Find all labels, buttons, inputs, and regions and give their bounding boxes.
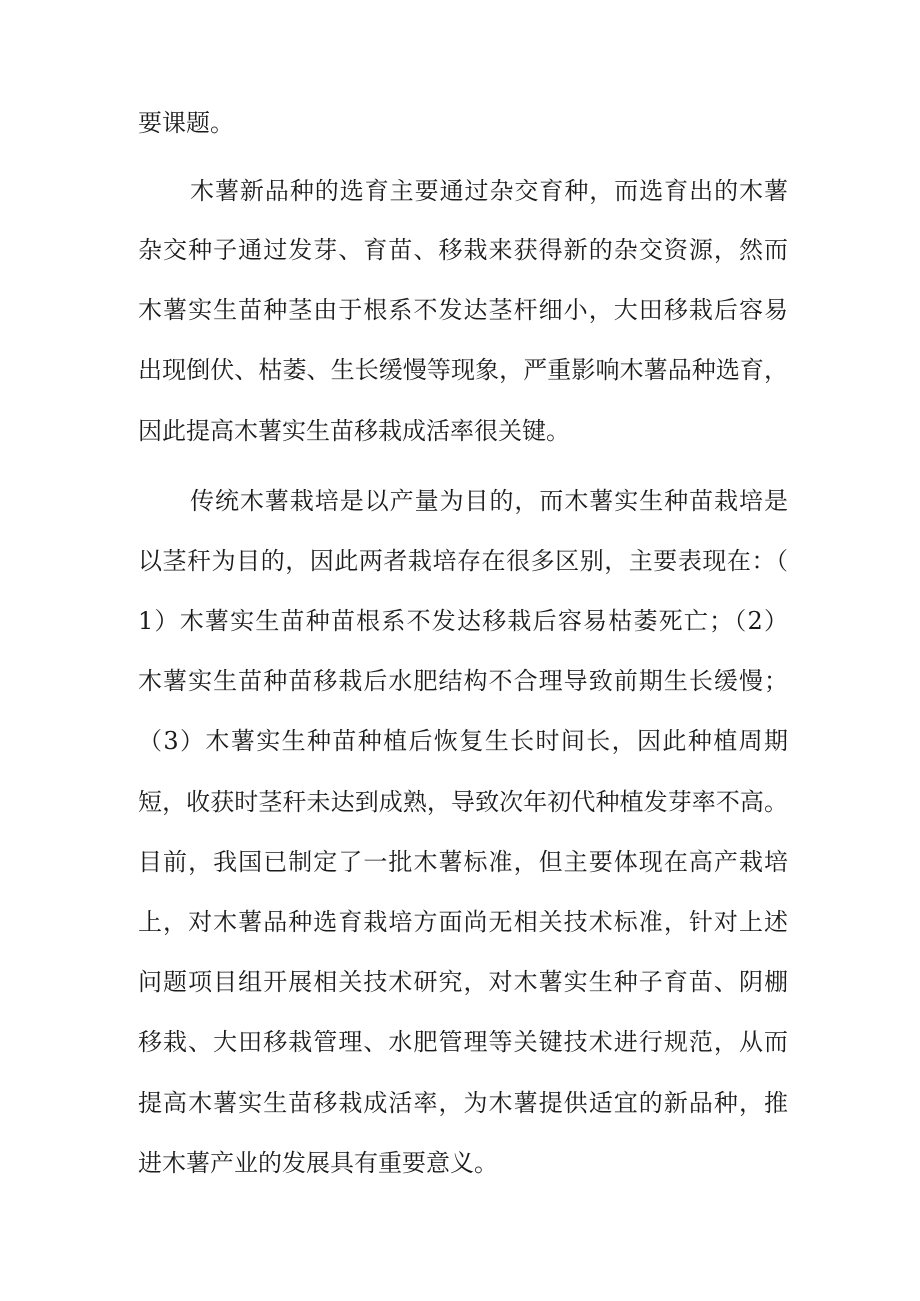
text-line: 问题项目组开展相关技术研究，对木薯实生种子育苗、阴棚 [138, 968, 788, 996]
text-line: 要课题。 [138, 109, 234, 137]
text-line: 移栽、大田移栽管理、水肥管理等关键技术进行规范，从而 [138, 1028, 788, 1056]
text-line: 1）木薯实生苗种苗根系不发达移栽后容易枯萎死亡；（2） [138, 607, 788, 635]
text-line: 木薯实生苗种茎由于根系不发达茎杆细小，大田移栽后容易 [138, 296, 788, 324]
text-line: 上，对木薯品种选育栽培方面尚无相关技术标准，针对上述 [138, 908, 788, 936]
text-line: 因此提高木薯实生苗移栽成活率很关键。 [138, 417, 570, 445]
text-line: （3）木薯实生种苗种植后恢复生长时间长，因此种植周期 [138, 727, 788, 755]
text-line: 目前，我国已制定了一批木薯标准，但主要体现在高产栽培 [138, 848, 788, 876]
text-line: 出现倒伏、枯萎、生长缓慢等现象，严重影响木薯品种选育， [138, 356, 788, 384]
text-line: 木薯实生苗种苗移栽后水肥结构不合理导致前期生长缓慢； [138, 667, 788, 695]
paragraph-first-line: 木薯新品种的选育主要通过杂交育种，而选育出的木薯 [190, 177, 788, 205]
text-line: 进木薯产业的发展具有重要意义。 [138, 1149, 498, 1177]
text-line: 杂交种子通过发芽、育苗、移栽来获得新的杂交资源，然而 [138, 236, 788, 264]
text-line: 以茎秆为目的，因此两者栽培存在很多区别，主要表现在：（ [138, 547, 788, 575]
text-line: 提高木薯实生苗移栽成活率，为木薯提供适宜的新品种，推 [138, 1089, 788, 1117]
paragraph-first-line: 传统木薯栽培是以产量为目的，而木薯实生种苗栽培是 [190, 487, 788, 515]
text-line: 短，收获时茎秆未达到成熟，导致次年初代种植发芽率不高。 [138, 788, 788, 816]
